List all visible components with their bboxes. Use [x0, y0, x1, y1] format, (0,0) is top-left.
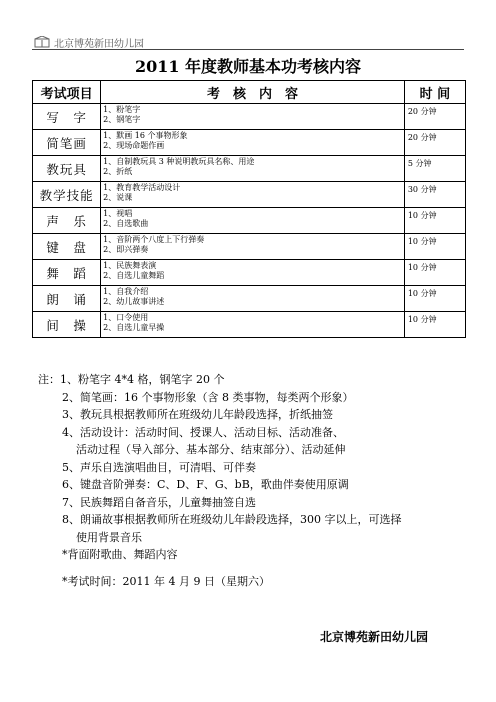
exam-time: 30 分钟	[404, 182, 465, 208]
content-line: 1、音阶两个八度上下行弹奏	[103, 235, 205, 244]
table-row	[33, 156, 466, 182]
page-header	[32, 36, 464, 50]
content-line: 2、自选儿童早操	[103, 323, 165, 332]
exam-item: 键 盘	[33, 234, 101, 260]
exam-content	[101, 156, 405, 182]
content-line: 1、默画 16 个事物形象	[103, 131, 188, 140]
content-line: 2、现场命题作画	[103, 141, 165, 150]
exam-content	[101, 130, 405, 156]
table-row	[33, 182, 466, 208]
content-line: 2、自选儿童舞蹈	[103, 271, 165, 280]
exam-time: 10 分钟	[404, 208, 465, 234]
exam-content	[101, 182, 405, 208]
content-line: 2、即兴弹奏	[103, 245, 149, 254]
note-4: 4、活动设计：活动时间、授课人、活动目标、活动准备、	[62, 425, 344, 439]
exam-content	[101, 312, 405, 338]
exam-time: 20 分钟	[404, 130, 465, 156]
note-8-continued: 使用背景音乐	[76, 530, 142, 544]
exam-item: 朗 诵	[33, 286, 101, 312]
note-4-continued: 活动过程（导入部分、基本部分、结束部分）、活动延伸	[76, 443, 346, 456]
note-8: 8、朗诵故事根据教师所在班级幼儿年龄段选择，300 字以上，可选择	[62, 513, 402, 526]
content-line: 1、自我介绍	[103, 287, 149, 296]
content-line: 2、说课	[103, 193, 133, 202]
note-1: 注：1、粉笔字 4*4 格，钢笔字 20 个	[38, 373, 225, 386]
content-line: 1、口令使用	[103, 313, 149, 322]
content-line: 1、视唱	[103, 209, 133, 218]
page-title: 2011 年度教师基本功考核内容	[134, 57, 362, 76]
exam-time: 5 分钟	[404, 156, 465, 182]
header-school-name: 北京博苑新田幼儿园	[54, 39, 144, 50]
content-line: 2、幼儿故事讲述	[103, 297, 165, 306]
exam-content	[101, 234, 405, 260]
header-time: 时 间	[404, 81, 465, 104]
table-row	[33, 130, 466, 156]
content-line: 1、粉笔字	[103, 105, 141, 114]
table-row	[33, 234, 466, 260]
exam-content	[101, 208, 405, 234]
table-row	[33, 260, 466, 286]
content-line: 1、民族舞表演	[103, 261, 157, 270]
exam-time: 10 分钟	[404, 260, 465, 286]
content-line: 1、自制教玩具 3 种说明教玩具名称、用途	[103, 157, 255, 166]
exam-item: 声 乐	[33, 208, 101, 234]
notes	[38, 371, 478, 546]
exam-item: 写 字	[33, 104, 101, 130]
table-row	[33, 208, 466, 234]
exam-time: 10 分钟	[404, 234, 465, 260]
exam-item: 舞 蹈	[33, 260, 101, 286]
note-6: 6、键盘音阶弹奏：C、D、F、G、bB，歌曲伴奏使用原调	[62, 478, 349, 491]
table-row	[33, 104, 466, 130]
exam-time: 10 分钟	[404, 312, 465, 338]
exam-content-table	[32, 80, 466, 338]
exam-item: 教玩具	[33, 156, 101, 182]
header-item: 考试项目	[33, 81, 101, 104]
school-logo-icon	[34, 36, 50, 48]
note-7: 7、民族舞蹈自备音乐，儿童舞抽签自选	[62, 495, 256, 509]
exam-content	[101, 104, 405, 130]
table-row	[33, 286, 466, 312]
exam-item: 简笔画	[33, 130, 101, 156]
exam-time-note: *考试时间：2011 年 4 月 9 日（星期六）	[62, 575, 270, 588]
header-divider	[32, 49, 464, 50]
note-5: 5、声乐自选演唱曲目，可清唱、可伴奏	[62, 460, 256, 474]
content-line: 2、钢笔字	[103, 115, 141, 124]
exam-time: 10 分钟	[404, 286, 465, 312]
table-row	[33, 312, 466, 338]
content-line: 2、折纸	[103, 167, 133, 176]
attachment-note: *背面附歌曲、舞蹈内容	[62, 548, 178, 561]
exam-content	[101, 286, 405, 312]
header-content: 考 核 内 容	[101, 81, 405, 104]
exam-content	[101, 260, 405, 286]
table-header-row	[33, 81, 466, 104]
content-line: 2、自选歌曲	[103, 219, 149, 228]
note-2: 2、简笔画：16 个事物形象（含 8 类事物，每类两个形象）	[62, 390, 354, 404]
exam-time: 20 分钟	[404, 104, 465, 130]
exam-item: 教学技能	[33, 182, 101, 208]
exam-item: 间 操	[33, 312, 101, 338]
footer-school-name: 北京博苑新田幼儿园	[319, 630, 428, 644]
content-line: 1、教育教学活动设计	[103, 183, 181, 192]
note-3: 3、教玩具根据教师所在班级幼儿年龄段选择，折纸抽签	[62, 408, 333, 421]
